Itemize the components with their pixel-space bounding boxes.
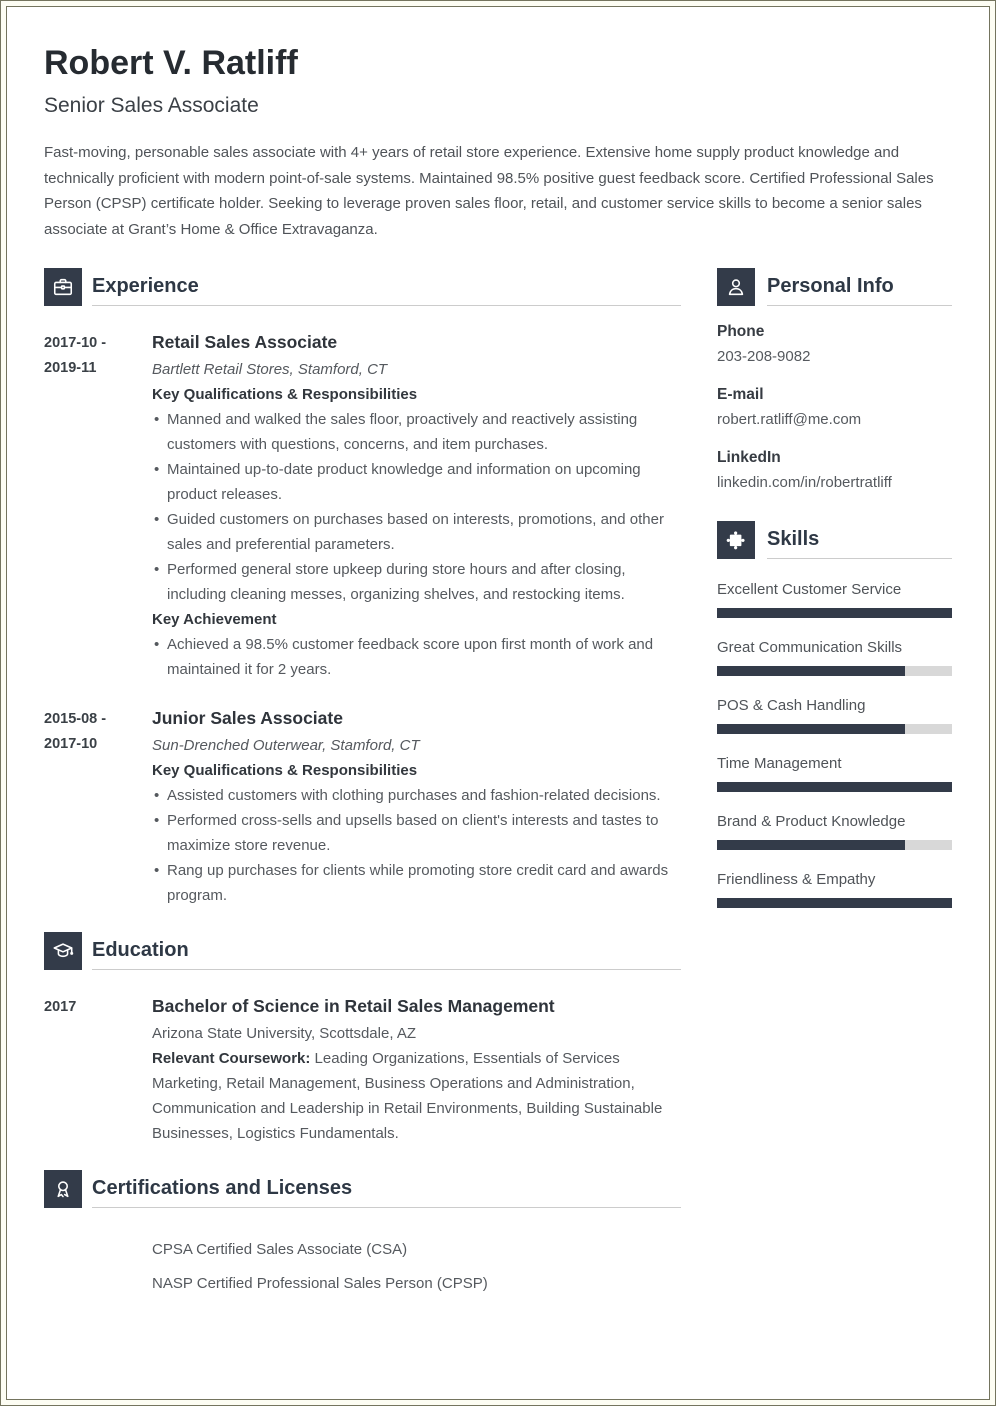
qualifications-subheading: Key Qualifications & Responsibilities: [152, 762, 418, 779]
email-field: [717, 383, 952, 432]
experience-date-range: 2015-08 - 2017-10: [44, 711, 107, 752]
education-entry: [44, 991, 681, 1146]
company-name: Sun-Drenched Outerwear, Stamford, CT: [152, 737, 420, 754]
experience-section-header: [44, 268, 681, 306]
skill-bar-fill: [717, 666, 905, 676]
sidebar-column: [717, 268, 952, 1305]
skill-item: [717, 753, 952, 792]
certifications-list: [152, 1237, 681, 1296]
achievement-subheading: Key Achievement: [152, 611, 277, 628]
linkedin-field: [717, 446, 952, 495]
skills-section: [717, 521, 952, 908]
skill-label: Time Management: [717, 755, 842, 772]
skills-list: [717, 579, 952, 908]
award-ribbon-icon: [44, 1170, 82, 1208]
list-item: • Guided customers on purchases based on interests, promotions, and other sales and preferential parameters.: [152, 507, 681, 557]
skill-item: [717, 637, 952, 676]
skill-label: Excellent Customer Service: [717, 581, 902, 598]
list-item: • Rang up purchases for clients while promoting store credit card and awards program.: [152, 858, 681, 908]
summary-paragraph: Fast-moving, personable sales associate with 4+ years of retail store experience. Extensive home supply product knowledge and technically proficient with modern point-of-sale systems. Maintained 98.5% positive guest feedback score. Certified Professional Sales Person (CPSP) certificate holder. Seeking to leverage proven sales floor, retail, and customer service skills to become a senior sales associate at Grant’s Home & Office Extravaganza.: [44, 144, 934, 238]
phone-label: Phone: [717, 323, 765, 340]
company-name: Bartlett Retail Stores, Stamford, CT: [152, 361, 388, 378]
skill-label: Great Communication Skills: [717, 639, 903, 656]
certifications-entry: [44, 1229, 681, 1305]
phone-field: [717, 320, 952, 369]
skill-bar-track: [717, 666, 952, 676]
personal-info-section-header: [717, 268, 952, 306]
linkedin-label: LinkedIn: [717, 449, 781, 466]
list-item: • Achieved a 98.5% customer feedback score upon first month of work and maintained it for 2 years.: [152, 632, 681, 682]
experience-date-range: 2017-10 - 2019-11: [44, 335, 107, 376]
skills-section-title: Skills: [767, 528, 820, 550]
skill-bar-fill: [717, 782, 952, 792]
list-item: NASP Certified Professional Sales Person (CPSP): [152, 1275, 488, 1292]
email-label: E-mail: [717, 386, 764, 403]
skill-bar-fill: [717, 898, 952, 908]
education-section-title: Education: [92, 939, 189, 961]
main-column: [44, 268, 681, 1305]
skill-label: Friendliness & Empathy: [717, 871, 876, 888]
qualifications-subheading: Key Qualifications & Responsibilities: [152, 386, 418, 403]
skill-item: [717, 811, 952, 850]
certifications-date-spacer: [44, 1229, 152, 1305]
education-section: [44, 932, 681, 1146]
job-title: Retail Sales Associate: [152, 332, 338, 352]
skill-bar-track: [717, 782, 952, 792]
coursework-text: Leading Organizations, Essentials of Services Marketing, Retail Management, Business Operations and Administration, Communication and Leadership in Retail Environments, Building Sustainable Businesses, Logistics Fundamentals.: [152, 1050, 663, 1142]
certifications-section-header: [44, 1170, 681, 1208]
skill-bar-fill: [717, 608, 952, 618]
list-item: CPSA Certified Sales Associate (CSA): [152, 1241, 408, 1258]
coursework-paragraph: [152, 1046, 681, 1146]
skill-label: POS & Cash Handling: [717, 697, 866, 714]
skills-section-header: [717, 521, 952, 559]
job-title: Junior Sales Associate: [152, 708, 343, 728]
skill-bar-fill: [717, 724, 905, 734]
linkedin-value: linkedin.com/in/robertratliff: [717, 474, 892, 491]
puzzle-icon: [717, 521, 755, 559]
personal-info-section: [717, 268, 952, 495]
skill-item: [717, 869, 952, 908]
list-item: • Performed general store upkeep during store hours and after closing, including cleaning messes, organizing shelves, and restocking items.: [152, 557, 681, 607]
resume-page: [6, 6, 990, 1400]
experience-section-title: Experience: [92, 275, 199, 297]
skill-item: [717, 695, 952, 734]
skill-bar-track: [717, 898, 952, 908]
skill-bar-fill: [717, 840, 905, 850]
experience-entry: [44, 327, 681, 682]
responsibilities-list: [152, 407, 681, 607]
list-item: • Manned and walked the sales floor, proactively and reactively assisting customers with questions, concerns, and item purchases.: [152, 407, 681, 457]
person-icon: [717, 268, 755, 306]
school-name: Arizona State University, Scottsdale, AZ: [152, 1025, 417, 1042]
responsibilities-list: [152, 783, 681, 908]
skill-bar-track: [717, 840, 952, 850]
list-item: • Performed cross-sells and upsells based on client's interests and tastes to maximize store revenue.: [152, 808, 681, 858]
skill-label: Brand & Product Knowledge: [717, 813, 906, 830]
list-item: • Maintained up-to-date product knowledge and information on upcoming product releases.: [152, 457, 681, 507]
experience-section: [44, 268, 681, 908]
experience-entry: [44, 703, 681, 908]
certifications-section: [44, 1170, 681, 1305]
person-job-title: Senior Sales Associate: [44, 94, 259, 117]
skill-item: [717, 579, 952, 618]
coursework-label: Relevant Coursework:: [152, 1050, 311, 1067]
phone-value: 203-208-9082: [717, 348, 811, 365]
email-value: robert.ratliff@me.com: [717, 411, 862, 428]
briefcase-icon: [44, 268, 82, 306]
skill-bar-track: [717, 608, 952, 618]
skill-bar-track: [717, 724, 952, 734]
graduation-cap-icon: [44, 932, 82, 970]
person-name: Robert V. Ratliff: [44, 44, 298, 82]
two-column-layout: [44, 268, 952, 1305]
personal-info-section-title: Personal Info: [767, 275, 894, 297]
list-item: • Assisted customers with clothing purchases and fashion-related decisions.: [152, 783, 681, 808]
achievement-list: [152, 632, 681, 682]
certifications-section-title: Certifications and Licenses: [92, 1177, 353, 1199]
degree-title: Bachelor of Science in Retail Sales Management: [152, 996, 555, 1016]
education-section-header: [44, 932, 681, 970]
education-date: 2017: [44, 999, 77, 1015]
